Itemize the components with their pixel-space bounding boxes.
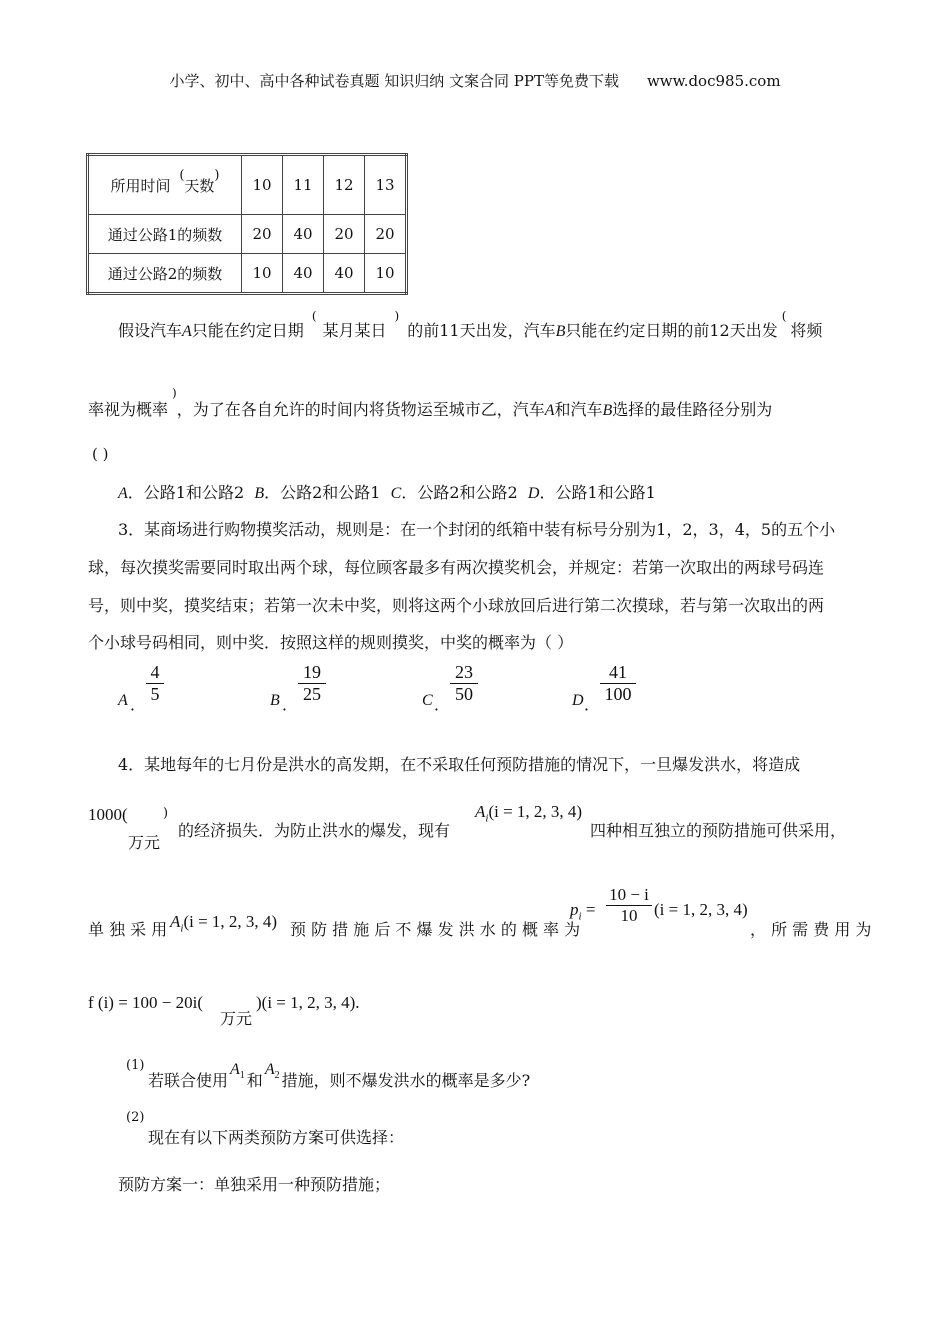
q4-plan1: 预防方案一：单独采用一种预防措施； xyxy=(118,1175,391,1194)
q3-option-fraction: $\frac{19}{25}$ xyxy=(298,662,326,705)
table-cell: 20 xyxy=(324,215,365,254)
q4-measures: $A_i(i = 1$, 2, 3, 4) xyxy=(475,802,583,825)
car-b: B xyxy=(555,323,566,340)
q4-prob-symbol: $p_i$ = xyxy=(570,900,596,923)
q4-loss: 1000( xyxy=(88,805,128,824)
q2-text: 只能在约定日期 xyxy=(191,321,304,340)
table-cell: 10 xyxy=(242,254,283,294)
header-label: 所用时间 xyxy=(110,176,171,195)
table-row xyxy=(88,254,407,294)
q2-text: 假设汽车 xyxy=(118,321,183,340)
q2-text: 率视为概率 xyxy=(88,400,169,419)
row-label: 通过公路1的频数 xyxy=(88,215,242,254)
day-cell: 10 xyxy=(242,155,283,215)
q4-line3a: 单 独 采 用 xyxy=(88,920,168,939)
page-header xyxy=(0,70,950,91)
q2-text: 某月某日 xyxy=(322,321,387,340)
q2-option[interactable]: B．公路2和公路1 xyxy=(254,483,381,502)
q3-option-letter[interactable]: B xyxy=(270,692,280,709)
q2-text: 选择的最佳路径分别为 xyxy=(612,400,773,419)
day-cell: 12 xyxy=(324,155,365,215)
row-label: 通过公路2的频数 xyxy=(88,254,242,294)
q4-prob-fraction: $\frac{10 - i}{10}$ xyxy=(606,885,652,926)
q3-option-letter[interactable]: C xyxy=(422,692,433,709)
measure-a2: $A_2$ xyxy=(264,1061,280,1082)
q4-cost-unit: 万元 xyxy=(220,1009,253,1028)
q4-measures-2: $A_i(i = 1$, 2, 3, 4) xyxy=(170,912,278,935)
q3-option-letter[interactable]: A xyxy=(118,692,128,709)
q2-option[interactable]: A．公路1和公路2 xyxy=(118,483,245,502)
q4-sub2-number: (2) xyxy=(126,1110,145,1125)
q2-option[interactable]: C．公路2和公路2 xyxy=(390,483,518,502)
q2-answer-paren: ( ) xyxy=(92,445,109,463)
q2-text: ，为了在各自允许的时间内将货物运至城市乙，汽车 xyxy=(176,400,545,419)
q4-sub2: 现在有以下两类预防方案可供选择： xyxy=(148,1128,405,1147)
q3-option-fraction: $\frac{4}{5}$ xyxy=(146,662,164,705)
frequency-table xyxy=(86,153,408,295)
q2-text: 的前11天出发，汽车 xyxy=(407,321,556,340)
q4-line3b: 预 防 措 施 后 不 爆 发 洪 水 的 概 率 为 xyxy=(290,920,581,939)
q4-sub1: 若联合使用$A_1$ 和$A_2$ 措施，则不爆发洪水的概率是多少? xyxy=(148,1061,531,1090)
car-b: B xyxy=(602,402,613,419)
car-a: A xyxy=(182,323,192,340)
header-unit: 天数 xyxy=(184,176,215,195)
q2-options xyxy=(118,480,656,503)
car-a: A xyxy=(544,402,555,419)
q4-sub1-number: (1) xyxy=(126,1058,145,1073)
q4-cost-tail: )(i = 1, 2, 3, 4). xyxy=(256,993,360,1012)
header-url[interactable]: www.doc985.com xyxy=(646,72,781,90)
table-cell: 20 xyxy=(242,215,283,254)
table-cell: 40 xyxy=(283,254,324,294)
q3-option-fraction: $\frac{23}{50}$ xyxy=(450,662,478,705)
q4-loss-unit: 万元 xyxy=(128,833,161,852)
header-text: 小学、初中、高中各种试卷真题 知识归纳 文案合同 PPT等免费下载 xyxy=(169,72,619,90)
q3-line: 个小球号码相同，则中奖．按照这样的规则摸奖，中奖的概率为（ ） xyxy=(88,633,574,652)
q3-option-fraction: $\frac{41}{100}$ xyxy=(600,662,636,705)
q4-cost-formula: f (i) = 100 − 20i( xyxy=(88,993,204,1012)
q2-line1: 假设汽车A只能在约定日期(某月某日)的前11天出发，汽车B只能在约定日期的前12天出发(将频 xyxy=(118,309,823,340)
q2-line2: 率视为概率)，为了在各自允许的时间内将货物运至城市乙，汽车A和汽车B选择的最佳路径分别为 xyxy=(88,386,773,419)
measure-a1: $A_1$ xyxy=(230,1061,245,1082)
q4-prob-range: (i = 1, 2, 3, 4) xyxy=(654,900,748,919)
table-cell: 40 xyxy=(283,215,324,254)
q2-text: 和汽车 xyxy=(554,400,603,419)
q4-line1: 4．某地每年的七月份是洪水的高发期，在不采取任何预防措施的情况下，一旦爆发洪水，将造成 xyxy=(118,755,801,774)
day-cell: 11 xyxy=(283,155,324,215)
q3-line: 号，则中奖，摸奖结束；若第一次未中奖，则将这两个小球放回后进行第二次摸球，若与第一次取出的两 xyxy=(88,596,825,615)
table-row xyxy=(88,215,407,254)
table-header-cell: 所用时间 (天数) xyxy=(88,155,242,215)
q2-text: 只能在约定日期的前12天出发 xyxy=(565,321,778,340)
q3-option-letter[interactable]: D xyxy=(572,692,584,709)
q2-option[interactable]: D．公路1和公路1 xyxy=(527,483,656,502)
table-header-row xyxy=(88,155,407,215)
q2-text: 将频 xyxy=(790,321,823,340)
day-cell: 13 xyxy=(365,155,407,215)
q3-line: 球，每次摸奖需要同时取出两个球，每位顾客最多有两次摸奖机会，并规定：若第一次取出的两球号码连 xyxy=(88,558,825,577)
q4-line2a: 的经济损失．为防止洪水的爆发，现有 xyxy=(178,821,451,840)
table-cell: 40 xyxy=(324,254,365,294)
q4-line2b: 四种相互独立的预防措施可供采用， xyxy=(590,821,847,840)
q4-line3c: ， 所 需 费 用 为 xyxy=(750,920,872,939)
table-cell: 10 xyxy=(365,254,407,294)
table-cell: 20 xyxy=(365,215,407,254)
q3-line: 3．某商场进行购物摸奖活动，规则是：在一个封闭的纸箱中装有标号分别为1，2，3，4，5的五个小 xyxy=(118,520,836,539)
